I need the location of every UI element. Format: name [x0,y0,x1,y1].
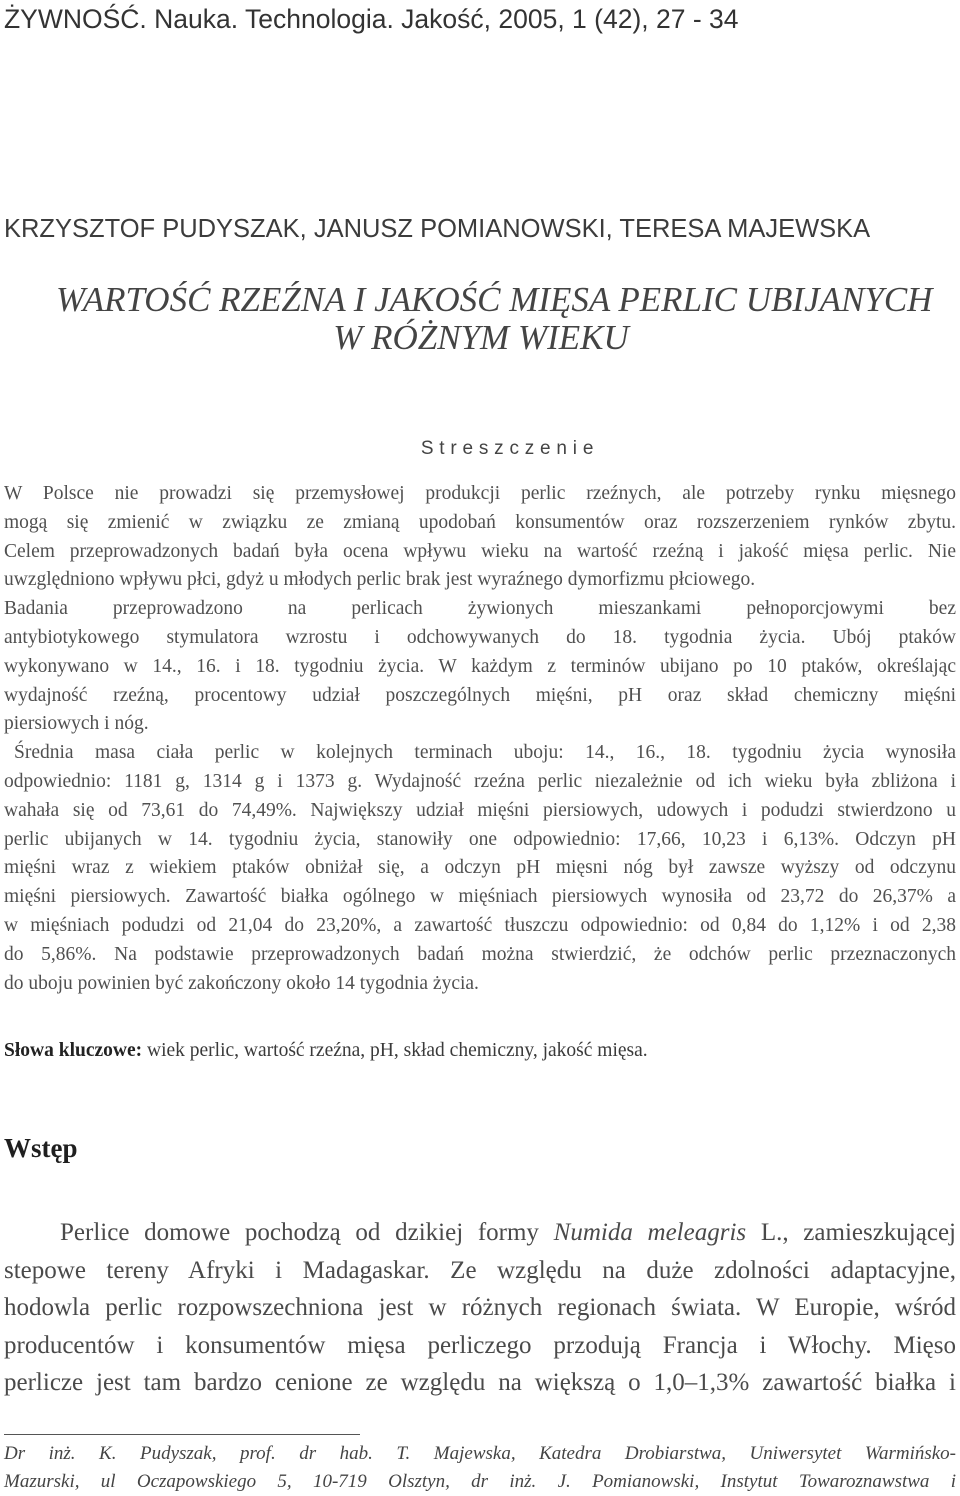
abstract-line: Badania przeprowadzono na perlicach żywionych mieszankami pełnoporcjowymi bez [4,598,956,620]
authors: KRZYSZTOF PUDYSZAK, JANUSZ POMIANOWSKI, TERESA MAJEWSKA [4,215,871,243]
species-name: Numida meleagris [553,1219,747,1246]
abstract [4,480,956,998]
abstract-line: wahała się od 73,61 do 74,49%. Największy udział mięśni piersiowych, udowych i podudzi stwierdzono u [4,799,956,821]
abstract-line: wydajność rzeźną, procentowy udział poszczególnych mięśni, pH oraz skład chemiczny mięśni [4,684,956,706]
abstract-line: perlic ubijanych w 14. tygodniu życia, stanowiły one odpowiednio: 17,66, 10,23 i 6,13%. Odczyn pH [4,828,956,850]
abstract-line: w mięśniach podudzi od 21,04 do 23,20%, a zawartość tłuszczu odpowiednio: od 0,84 do 1,12% i od 2,38 [4,914,956,936]
body-line: producentów i konsumentów mięsa perliczego przodują Francja i Włochy. Mięso [4,1331,956,1359]
keywords-text: wiek perlic, wartość rzeźna, pH, skład chemiczny, jakość mięsa. [142,1040,648,1061]
section-heading-introduction: Wstęp [4,1133,78,1163]
abstract-line: do 5,86%. Na podstawie przeprowadzonych badań można stwierdzić, że odchów perlic przeznaczonych [4,943,956,965]
title-line-2: W RÓŻNYM WIEKU [333,318,629,357]
abstract-line: antybiotykowego stymulatora wzrostu i odchowywanych do 18. tygodnia życia. Ubój ptaków [4,626,956,648]
abstract-line: Celem przeprowadzonych badań była ocena wpływu wieku na wartość rzeźną i jakość mięsa perlic. Nie [4,540,956,562]
abstract-line: mogą się zmienić w związku ze zmianą upodobań konsumentów oraz rozszerzeniem rynków zbytu. [4,511,956,533]
body-line: stepowe tereny Afryki i Madagaskar. Ze względu na duże zdolności adaptacyjne, [4,1256,956,1284]
abstract-line: odpowiednio: 1181 g, 1314 g i 1373 g. Wydajność rzeźna perlic niezależnie od ich wieku była zbliżona i [4,770,956,792]
abstract-line: mięśni wraz z wiekiem ptaków obniżał się, a odczyn pH mięsni nóg był zawsze wyższy od odczynu [4,857,956,879]
introduction-text [4,1214,956,1402]
footnote [4,1440,956,1496]
title-line-1: WARTOŚĆ RZEŹNA I JAKOŚĆ MIĘSA PERLIC UBIJANYCH [56,280,933,319]
abstract-line: uwzględniono wpływu płci, gdyż u młodych perlic brak jest wyraźnego dymorfizmu płciowego. [4,569,756,591]
abstract-heading: Streszczenie [420,438,600,459]
abstract-line: wykonywano w 14., 16. i 18. tygodniu życia. W każdym z terminów ubijano po 10 ptaków, określając [4,655,956,677]
abstract-line: W Polsce nie prowadzi się przemysłowej produkcji perlic rzeźnych, ale potrzeby rynku mięsnego [4,483,956,504]
keywords-label: Słowa kluczowe: [4,1040,143,1061]
abstract-line: mięśni piersiowych. Zawartość białka ogólnego w mięśniach piersiowych wynosiła od 23,72 do 26,37% a [4,886,956,908]
abstract-line: piersiowych i nóg. [4,713,149,735]
footnote-line: Dr inż. K. Pudyszak, prof. dr hab. T. Majewska, Katedra Drobiarstwa, Uniwersytet Warmińsko- [4,1443,956,1464]
footnote-rule [4,1434,360,1435]
article-title [56,280,933,357]
keywords [4,1037,956,1065]
abstract-line: Średnia masa ciała perlic w kolejnych terminach uboju: 14., 16., 18. tygodniu życia wynosiła [14,742,956,764]
abstract-line: do uboju powinien być zakończony około 14 tygodnia życia. [4,972,479,994]
body-line [4,1214,956,1252]
footnote-line: Mazurski, ul Oczapowskiego 5, 10-719 Olsztyn, dr inż. J. Pomianowski, Instytut Towaroznawstwa i [4,1471,956,1492]
body-line: perlicze jest tam bardzo cenione ze względu na większą o 1,0–1,3% zawartość białka i [4,1369,956,1396]
body-text-segment: L., zamieszkującej [746,1219,956,1246]
body-text-segment: Perlice domowe pochodzą od dzikiej formy [60,1219,554,1246]
journal-header: ŻYWNOŚĆ. Nauka. Technologia. Jakość, 2005, 1 (42), 27 - 34 [4,4,739,34]
body-line: hodowla perlic rozpowszechniona jest w różnych regionach świata. W Europie, wśród [4,1294,956,1321]
